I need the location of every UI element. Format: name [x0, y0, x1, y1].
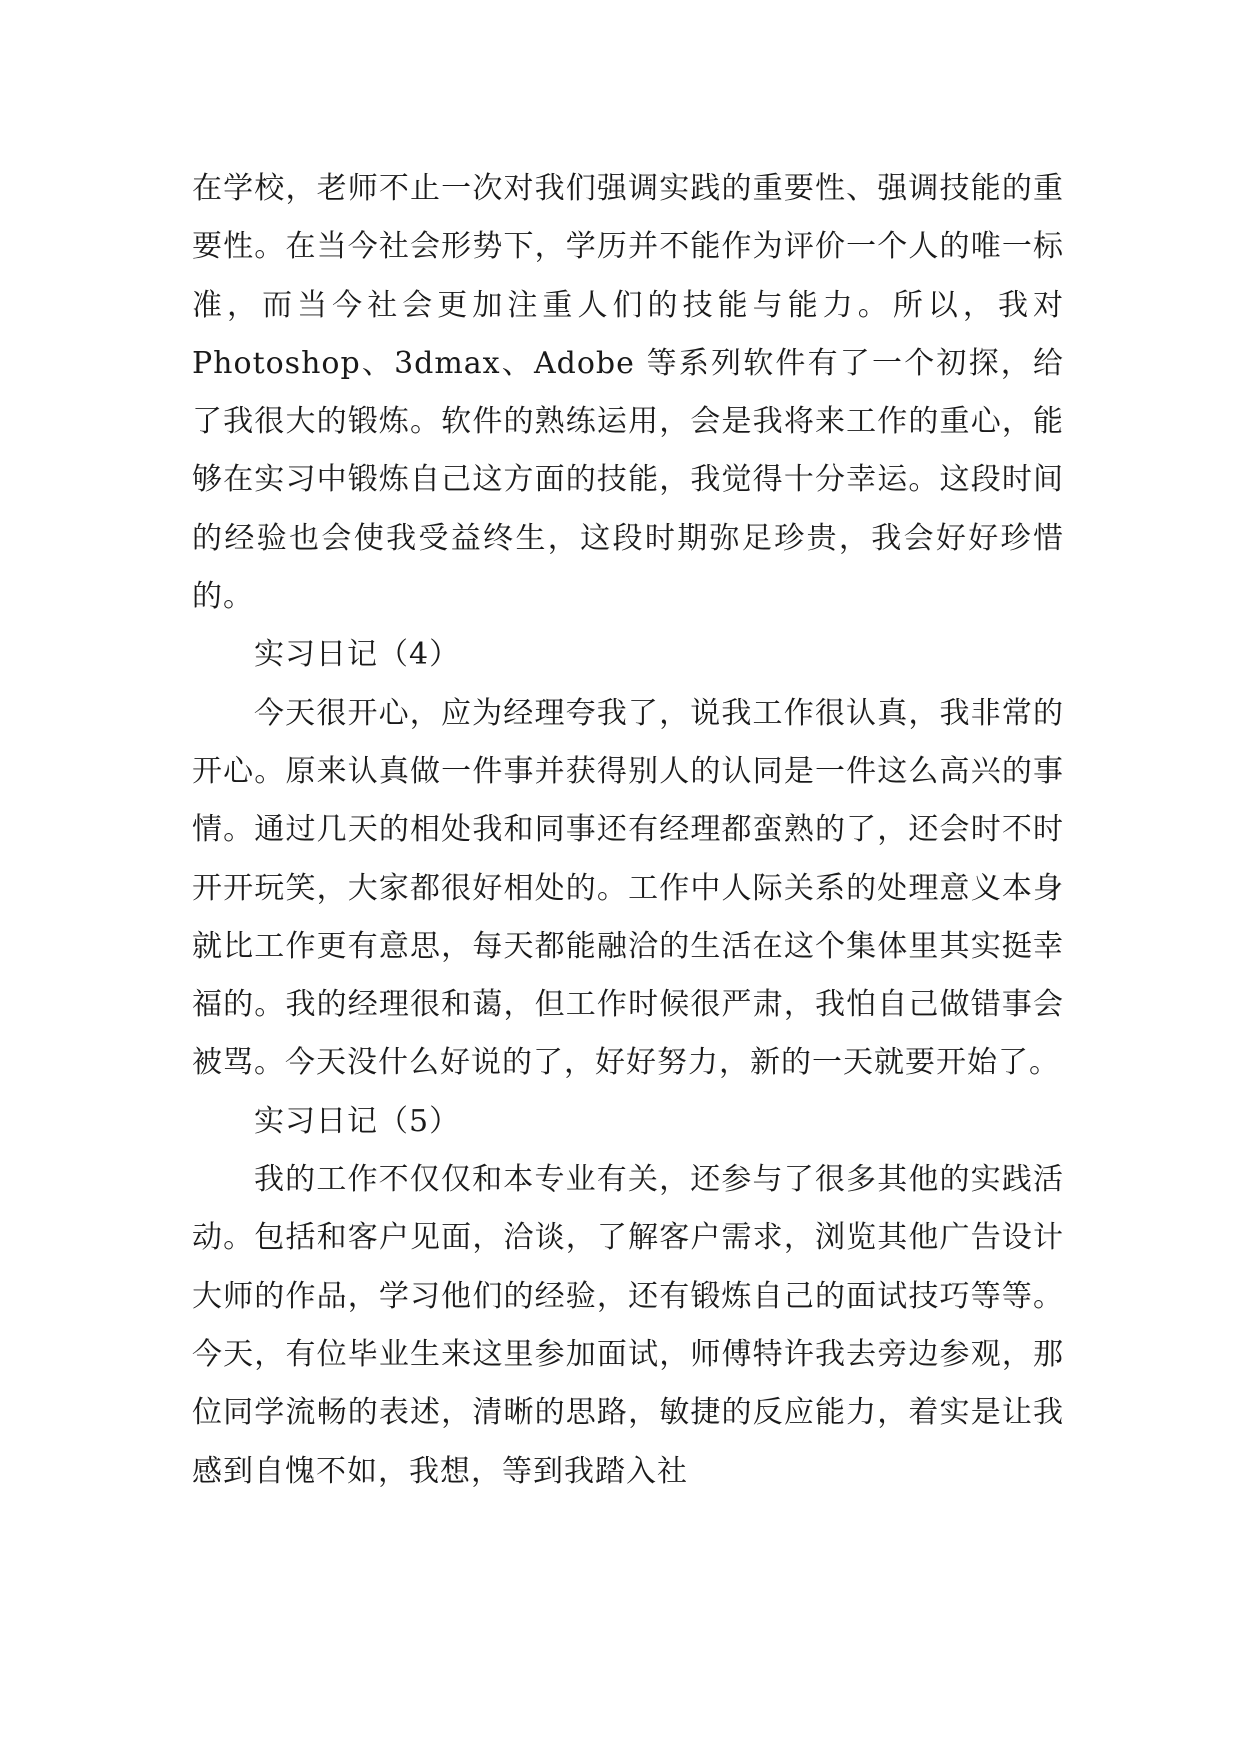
diary-heading-5: 实习日记（5）: [254, 1103, 461, 1139]
document-body: [192, 160, 1064, 1501]
diary-heading-4: 实习日记（4）: [254, 637, 461, 673]
paragraph-diary-5: 我的工作不仅仅和本专业有关，还参与了很多其他的实践活动。包括和客户见面，洽谈，了解客户需求，浏览其他广告设计大师的作品，学习他们的经验，还有锻炼自己的面试技巧等等。今天，有位毕业生来这里参加面试，师傅特许我去旁边参观，那位同学流畅的表述，清晰的思路，敏捷的反应能力，着实是让我感到自愧不如，我想，等到我踏入社: [192, 1162, 1064, 1489]
paragraph-diary-4: 今天很开心，应为经理夸我了，说我工作很认真，我非常的开心。原来认真做一件事并获得别人的认同是一件这么高兴的事情。通过几天的相处我和同事还有经理都蛮熟的了，还会时不时开开玩笑，大家都很好相处的。工作中人际关系的处理意义本身就比工作更有意思，每天都能融洽的生活在这个集体里其实挺幸福的。我的经理很和蔼，但工作时候很严肃，我怕自己做错事会被骂。今天没什么好说的了，好好努力，新的一天就要开始了。: [192, 695, 1064, 1081]
paragraph-continuation: 在学校，老师不止一次对我们强调实践的重要性、强调技能的重要性。在当今社会形势下，学历并不能作为评价一个人的唯一标准，而当今社会更加注重人们的技能与能力。所以，我对 Photoshop、3dmax、Adobe 等系列软件有了一个初探，给了我很大的锻炼。软件的熟练运用，会是我将来工作的重心，能够在实习中锻炼自己这方面的技能，我觉得十分幸运。这段时间的经验也会使我受益终生，这段时期弥足珍贵，我会好好珍惜的。: [192, 171, 1064, 615]
